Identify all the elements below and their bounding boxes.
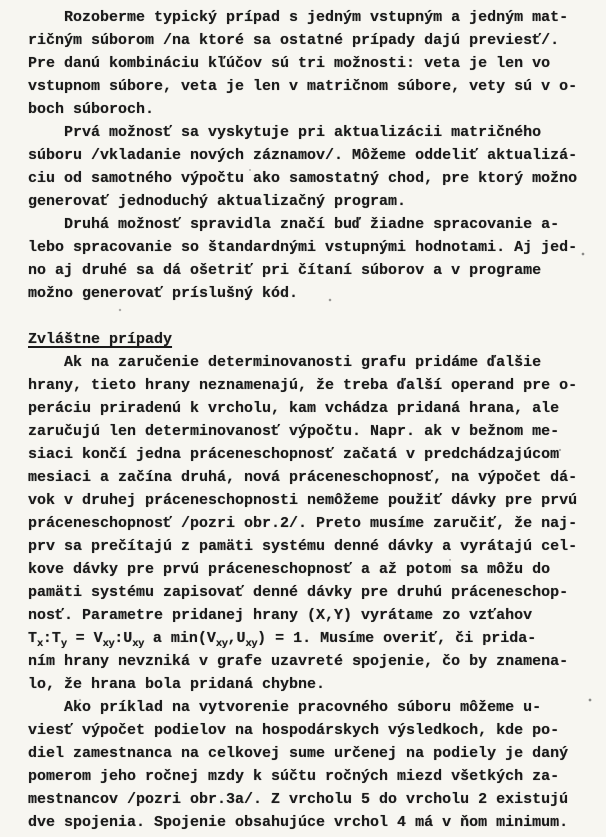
text-segment: = V xyxy=(66,630,103,647)
text-segment: vok v druhej práceneschopnosti nemôžeme použiť dávky pre prvú xyxy=(28,492,578,509)
formula-subscript: xy xyxy=(102,638,115,650)
text-segment: nosť. Parametre pridanej hrany (X,Y) vyrátame zo vzťahov xyxy=(28,607,533,624)
text-line xyxy=(28,75,590,98)
text-segment: Druhá možnosť spravidla značí buď žiadne spracovanie a- xyxy=(28,216,560,233)
text-line xyxy=(28,742,590,765)
formula-subscript: x xyxy=(37,638,43,650)
text-line xyxy=(28,144,590,167)
text-segment: práceneschopnosť /pozri obr.2/. Preto musíme zaručiť, že naj- xyxy=(28,515,578,532)
text-segment: ,U xyxy=(227,630,246,647)
text-line xyxy=(28,719,590,742)
text-segment: a min(V xyxy=(143,630,216,647)
text-line xyxy=(28,374,590,397)
text-line xyxy=(28,811,590,834)
formula-subscript: xy xyxy=(215,638,228,650)
text-segment: viesť výpočet podielov na hospodárskych výsledkoch, kde po- xyxy=(28,722,560,739)
text-segment: ) = 1. Musíme overiť, či prida- xyxy=(257,630,537,647)
blank-line xyxy=(28,305,590,328)
text-segment: prv sa prečítajú z pamäti systému denné dávky a vyrátajú cel- xyxy=(28,538,578,555)
text-segment: vstupnom súbore, veta je len v matričnom súbore, vety sú v o- xyxy=(28,78,578,95)
text-line xyxy=(28,788,590,811)
text-segment: Rozoberme typický prípad s jedným vstupným a jedným mat- xyxy=(28,9,569,26)
text-line xyxy=(28,420,590,443)
text-segment: pamäti systému zapisovať denné dávky pre druhú práceneschop- xyxy=(28,584,569,601)
text-line xyxy=(28,581,590,604)
document-text xyxy=(28,6,590,834)
section-heading xyxy=(28,328,590,351)
text-line xyxy=(28,673,590,696)
text-line xyxy=(28,121,590,144)
text-line xyxy=(28,29,590,52)
text-segment: Zvláštne prípady xyxy=(28,331,173,348)
text-segment: súboru /vkladanie nových záznamov/. Môžeme oddeliť aktualizá- xyxy=(28,147,578,164)
text-segment: Prvá možnosť sa vyskytuje pri aktualizácii matričného xyxy=(28,124,542,141)
text-line xyxy=(28,98,590,121)
text-segment: ciu od samotného výpočtu ako samostatný chod, pre ktorý možno xyxy=(28,170,578,187)
text-line xyxy=(28,535,590,558)
text-line xyxy=(28,259,590,282)
text-line xyxy=(28,52,590,75)
text-line xyxy=(28,6,590,29)
text-line xyxy=(28,282,590,305)
text-line xyxy=(28,351,590,374)
text-segment: :T xyxy=(42,630,61,647)
text-line xyxy=(28,558,590,581)
text-segment: ričným súborom /na ktoré sa ostatné prípady dajú previesť/. xyxy=(28,32,560,49)
text-segment: Pre danú kombináciu kľúčov sú tri možnosti: veta je len vo xyxy=(28,55,551,72)
text-segment: zaručujú len determinovanosť výpočtu. Napr. ak v bežnom me- xyxy=(28,423,560,440)
text-line xyxy=(28,236,590,259)
text-segment: peráciu priradenú k vrcholu, kam vchádza pridaná hrana, ale xyxy=(28,400,560,417)
text-line xyxy=(28,466,590,489)
text-segment: hrany, tieto hrany neznamenajú, že treba ďalší operand pre o- xyxy=(28,377,578,394)
text-segment: boch súboroch. xyxy=(28,101,155,118)
text-line xyxy=(28,443,590,466)
text-segment: generovať jednoduchý aktualizačný program. xyxy=(28,193,407,210)
text-segment: no aj druhé sa dá ošetriť pri čítaní súborov a v programe xyxy=(28,262,542,279)
formula-subscript: y xyxy=(60,638,67,650)
text-line xyxy=(28,512,590,535)
text-segment: mestnancov /pozri obr.3a/. Z vrcholu 5 do vrcholu 2 existujú xyxy=(28,791,569,808)
text-line xyxy=(28,696,590,719)
text-line xyxy=(28,190,590,213)
text-segment: :U xyxy=(114,630,133,647)
text-segment: T xyxy=(28,630,38,647)
text-segment: siaci končí jedna práceneschopnosť začatá v predchádzajúcom xyxy=(28,446,560,463)
text-line xyxy=(28,765,590,788)
formula-subscript: xy xyxy=(245,638,258,650)
text-segment: pomerom jeho ročnej mzdy k súčtu ročných miezd všetkých za- xyxy=(28,768,560,785)
text-line xyxy=(28,397,590,420)
text-line xyxy=(28,213,590,236)
text-segment: lo, že hrana bola pridaná chybne. xyxy=(28,676,326,693)
text-segment: kove dávky pre prvú práceneschopnosť a až potom sa môžu do xyxy=(28,561,551,578)
formula-subscript: xy xyxy=(132,638,144,650)
formula-line xyxy=(28,627,590,650)
text-segment: ním hrany nevzniká v grafe uzavreté spojenie, čo by znamena- xyxy=(28,653,569,670)
text-segment: mesiaci a začína druhá, nová práceneschopnosť, na výpočet dá- xyxy=(28,469,578,486)
text-line xyxy=(28,604,590,627)
text-segment: dve spojenia. Spojenie obsahujúce vrchol 4 má v ňom minimum. xyxy=(28,814,569,831)
text-segment: lebo spracovanie so štandardnými vstupnými hodnotami. Aj jed- xyxy=(28,239,578,256)
text-segment: možno generovať príslušný kód. xyxy=(28,285,299,302)
text-segment: Ako príklad na vytvorenie pracovného súboru môžeme u- xyxy=(28,699,542,716)
text-segment: Ak na zaručenie determinovanosti grafu pridáme ďalšie xyxy=(28,354,542,371)
text-line xyxy=(28,489,590,512)
text-line xyxy=(28,167,590,190)
text-segment: diel zamestnanca na celkovej sume určenej na podiely je daný xyxy=(28,745,569,762)
text-line xyxy=(28,650,590,673)
